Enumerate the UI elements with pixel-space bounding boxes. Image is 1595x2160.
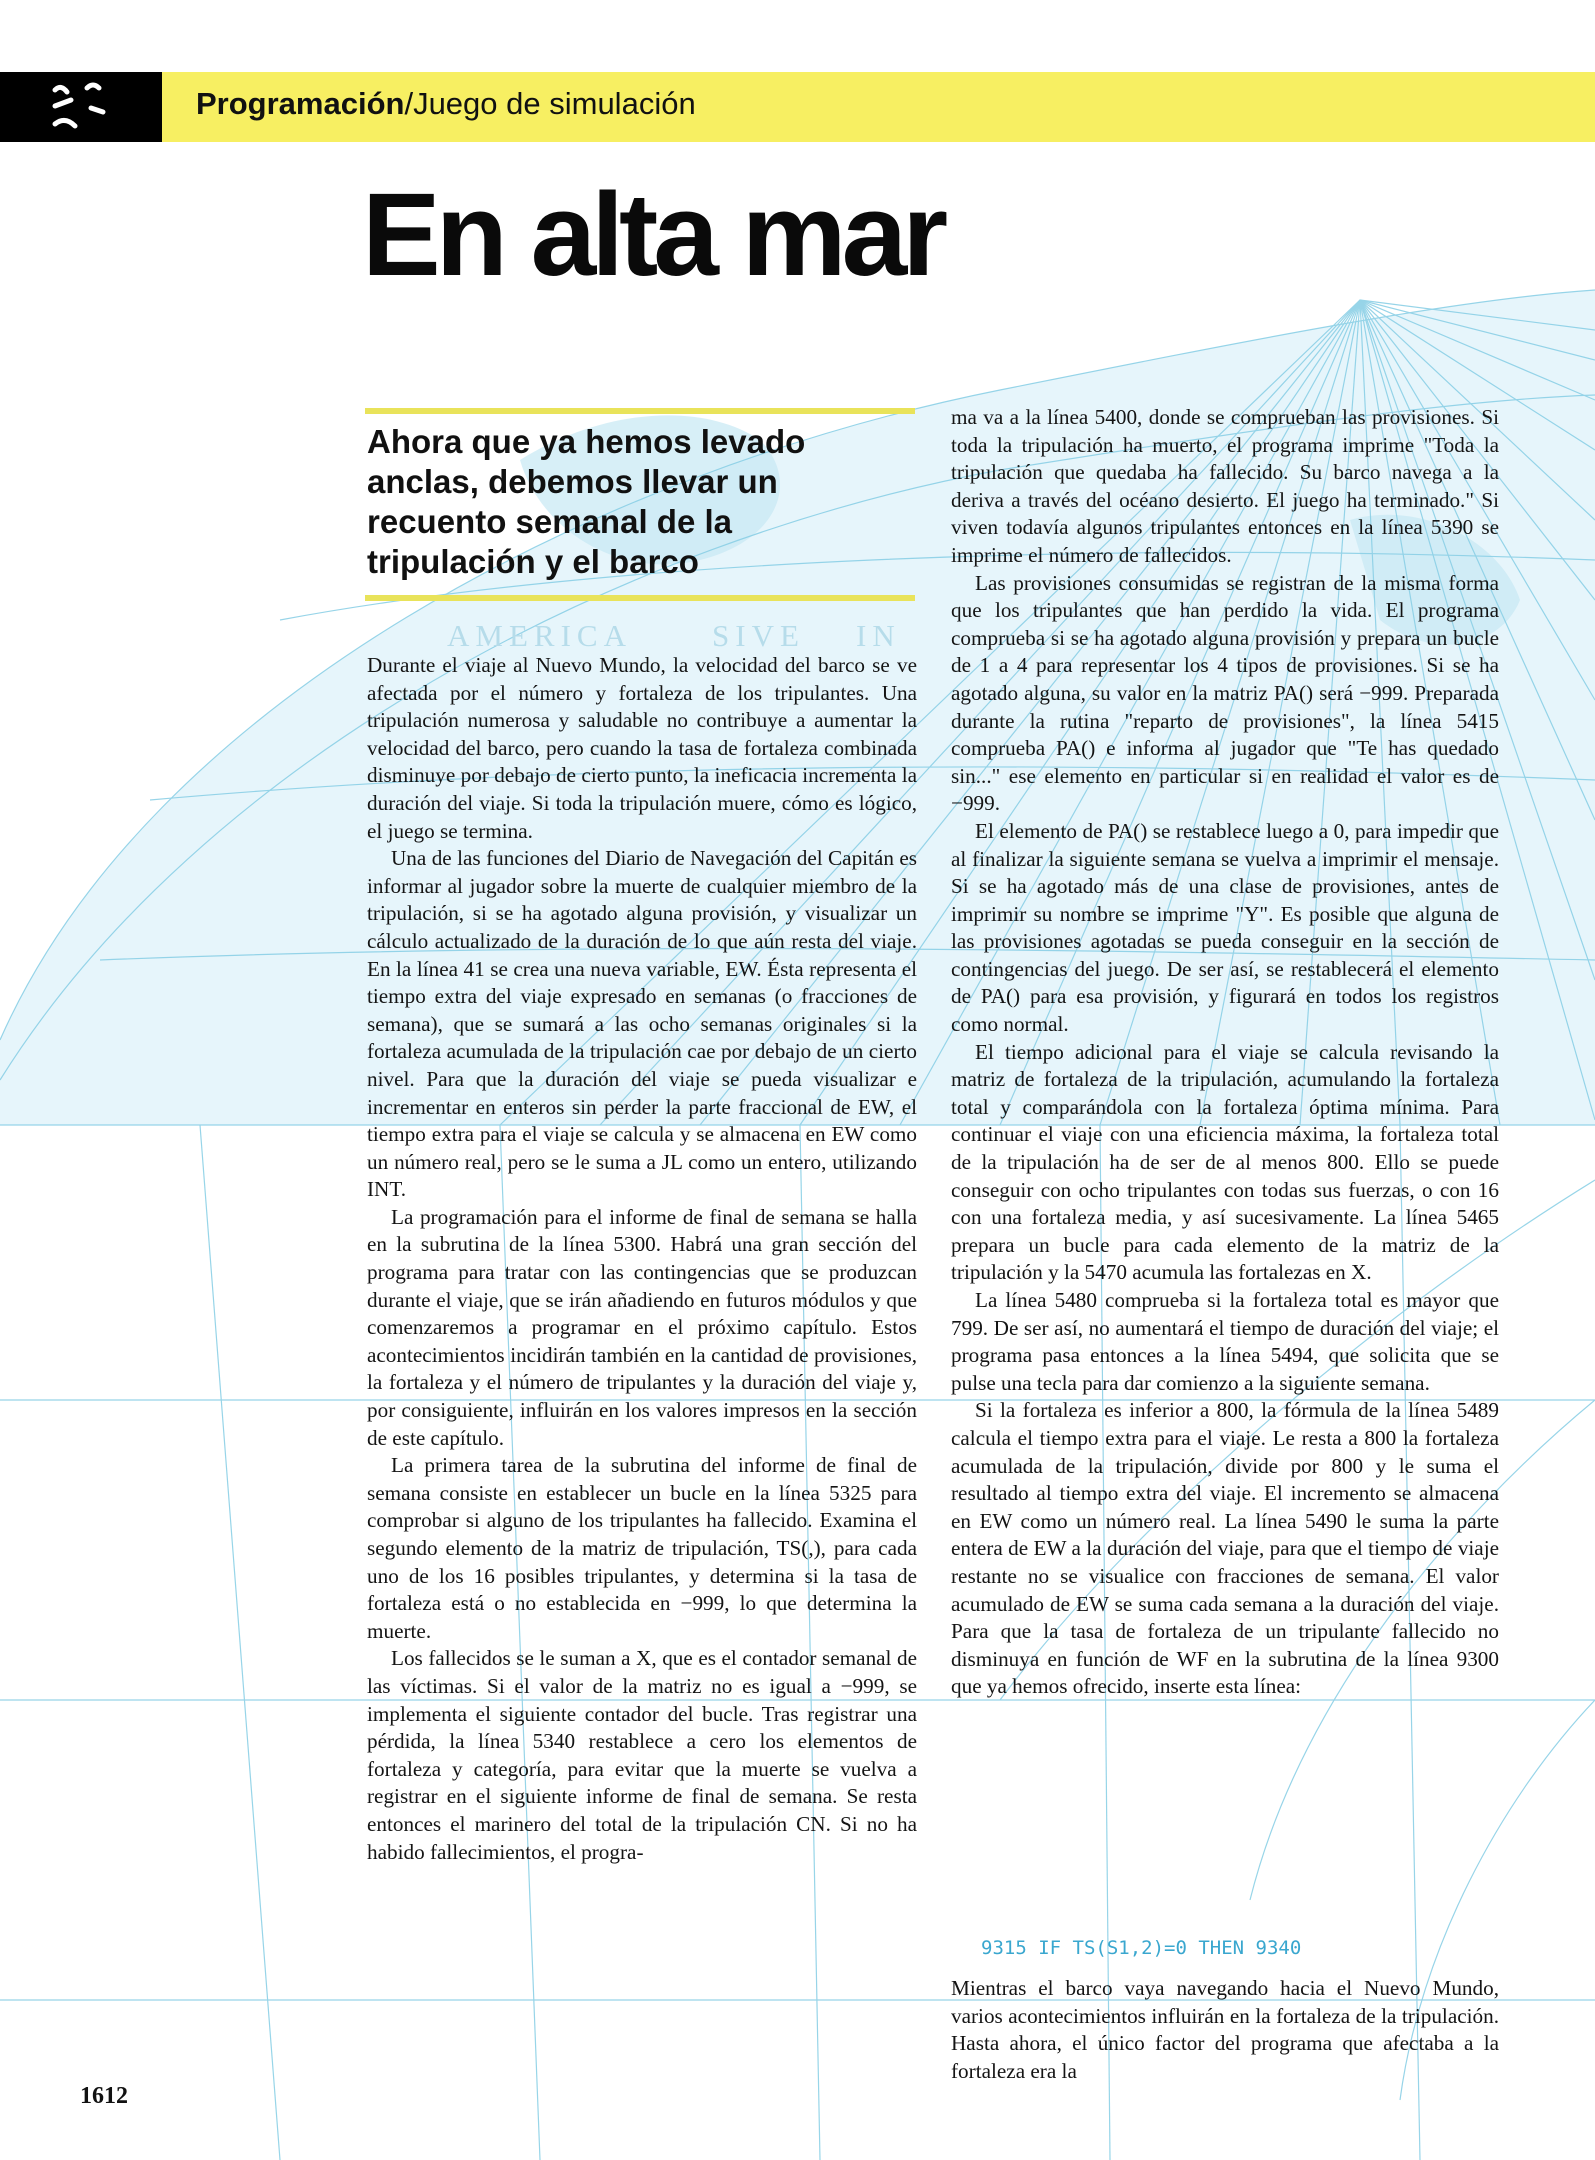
paragraph: La primera tarea de la subrutina del informe de final de semana consiste en establecer un bucle en la línea 5325 para comprobar si alguno de los tripulantes ha fallecido. Examina el segundo elemento de la matriz de tripulación, TS(,), para cada uno de los 16 posibles tripulantes, y determina si la tasa de fortaleza está o no establecida en −999, lo que determina la muerte. (367, 1453, 917, 1643)
paragraph: Durante el viaje al Nuevo Mundo, la velocidad del barco se ve afectada por el número y fortaleza de los tripulantes. Una tripulación numerosa y saludable no contribuye a aumentar la velocidad del barco, pero cuando la tasa de fortaleza combinada disminuye por debajo de cierto punto, la ineficacia incrementa la duración del viaje. Si toda la tripulación muere, cómo es lógico, el juego se termina. (367, 653, 917, 843)
paragraph: El tiempo adicional para el viaje se calcula revisando la matriz de fortaleza de la tripulación, acumulando la fortaleza total y comparándola con la fortaleza óptima mínima. Para continuar el viaje con una eficiencia máxima, la fortaleza total de la tripulación ha de ser de al menos 800. Ello se puede conseguir con ocho tripulantes con todas sus fuerzas, o con 16 con una fortaleza media, y así sucesivamente. La línea 5465 prepara un bucle para cada elemento de la matriz de la tripulación y la 5470 acumula las fortalezas en X. (951, 1039, 1499, 1285)
section-header (196, 86, 696, 122)
wave-logo-icon (47, 78, 115, 136)
paragraph: Los fallecidos se le suman a X, que es el contador semanal de las víctimas. Si el valor de la matriz no es igual a −999, se implementa el siguiente contador del bucle. Tras registrar una pérdida, la línea 5340 restablece a cero los elementos de fortaleza y categoría, para evitar que la muerte se vuelva a registrar en el siguiente informe de final de semana. Se resta entonces el marinero del total de la tripulación CN. Si no ha habido fallecimientos, el progra- (367, 1646, 917, 1864)
paragraph: La programación para el informe de final de semana se halla en la subrutina de la línea 5300. Habrá una gran sección del programa para tratar con las contingencias que se produzcan durante el viaje, que se irán añadiendo en futuros módulos y que comenzaremos a programar en el próximo capítulo. Estos acontecimientos incidirán también en la cantidad de provisiones, la fortaleza y el número de tripulantes y la duración del viaje y, por consiguiente, influirán en los valores impresos en la sección de este capítulo. (367, 1204, 917, 1450)
article-title: En alta mar (362, 169, 944, 301)
paragraph: ma va a la línea 5400, donde se comprueban las provisiones. Si toda la tripulación ha muerto, el programa imprime "Toda la tripulación que quedaba ha fallecido. Su barco navega a la deriva a través del océano desierto. El juego ha terminado." Si viven todavía algunos tripulantes entonces en la línea 5390 se imprime el número de fallecidos. (951, 405, 1499, 567)
section-logo (0, 72, 162, 142)
left-column (367, 652, 917, 1866)
right-column-continued (951, 1975, 1499, 2085)
lead-rule-bottom (365, 595, 915, 601)
page-number: 1612 (80, 2083, 128, 2109)
code-listing-line: 9315 IF TS(S1,2)=0 THEN 9340 (981, 1937, 1302, 1959)
right-column (951, 404, 1499, 1701)
section-name: Programación (196, 86, 405, 121)
paragraph: La línea 5480 comprueba si la fortaleza total es mayor que 799. De ser así, no aumentará el tiempo de duración del viaje; el programa pasa entonces a la línea 5494, que solicita que se pulse una tecla para dar comienzo a la siguiente semana. (951, 1288, 1499, 1395)
paragraph: Si la fortaleza es inferior a 800, la fórmula de la línea 5489 calcula el tiempo extra para el viaje. Le resta a 800 la fortaleza acumulada de la tripulación, divide por 800 y le suma el resultado al tiempo extra del viaje. El incremento se almacena en EW como un número real. La línea 5490 le suma la parte entera de EW a la duración del viaje, para que el tiempo de viaje restante no se visualice con fracciones de semana. El valor acumulado de EW se suma cada semana a la duración del viaje. Para que la tasa de fortaleza de un tripulante fallecido no disminuya en función de WF en la subrutina de la línea 9300 que ya hemos ofrecido, inserte esta línea: (951, 1398, 1499, 1699)
paragraph: Las provisiones consumidas se registran de la misma forma que los tripulantes que han perdido la vida. El programa comprueba si se ha agotado alguna provisión y prepara un bucle de 1 a 4 para representar los 4 tipos de provisiones. Si se ha agotado alguna, su valor en la matriz PA() será −999. Preparada durante la rutina "reparto de provisiones", la línea 5415 comprueba PA() e informa al jugador que "Te has quedado sin..." ese elemento en particular si en realidad el valor es de −999. (951, 570, 1499, 816)
paragraph: El elemento de PA() se restablece luego a 0, para impedir que al finalizar la siguiente semana se vuelva a imprimir el mensaje. Si se ha agotado más de una clase de provisiones, antes de imprimir su nombre se imprime "Y". Es posible que alguna de las provisiones agotadas se pueda conseguir en la sección de contingencias del juego. De ser así, se restablecerá el elemento de PA() para esa provisión, y figurará en todos los registros como normal. (951, 818, 1499, 1037)
article-lead: Ahora que ya hemos levado anclas, debemos llevar un recuento semanal de la tripulación y el barco (367, 423, 806, 580)
map-label-sive: SIVE (712, 618, 805, 653)
map-label-america: AMERICA (447, 618, 632, 653)
paragraph: Mientras el barco vaya navegando hacia el Nuevo Mundo, varios acontecimientos influirán en la fortaleza de la tripulación. Hasta ahora, el único factor del programa que afectaba a la fortaleza era la (951, 1976, 1499, 2083)
lead-rule-top (365, 408, 915, 414)
subsection-name: /Juego de simulación (404, 86, 696, 121)
map-label-in: IN (856, 618, 901, 653)
paragraph: Una de las funciones del Diario de Navegación del Capitán es informar al jugador sobre la muerte de cualquier miembro de la tripulación, si se ha agotado alguna provisión, y visualizar un cálculo actualizado de la duración de lo que aún resta del viaje. En la línea 41 se crea una nueva variable, EW. Ésta representa el tiempo extra del viaje expresado en semanas (o fracciones de semana), que se sumará a las ocho semanas originales si la fortaleza acumulada de la tripulación cae por debajo de un cierto nivel. Para que la duración del viaje se pueda visualizar e incrementar en enteros sin perder la parte fraccional de EW, el tiempo extra para el viaje se calcula y se almacena en EW como un número real, pero se le suma a JL como un entero, utilizando INT. (367, 846, 917, 1202)
